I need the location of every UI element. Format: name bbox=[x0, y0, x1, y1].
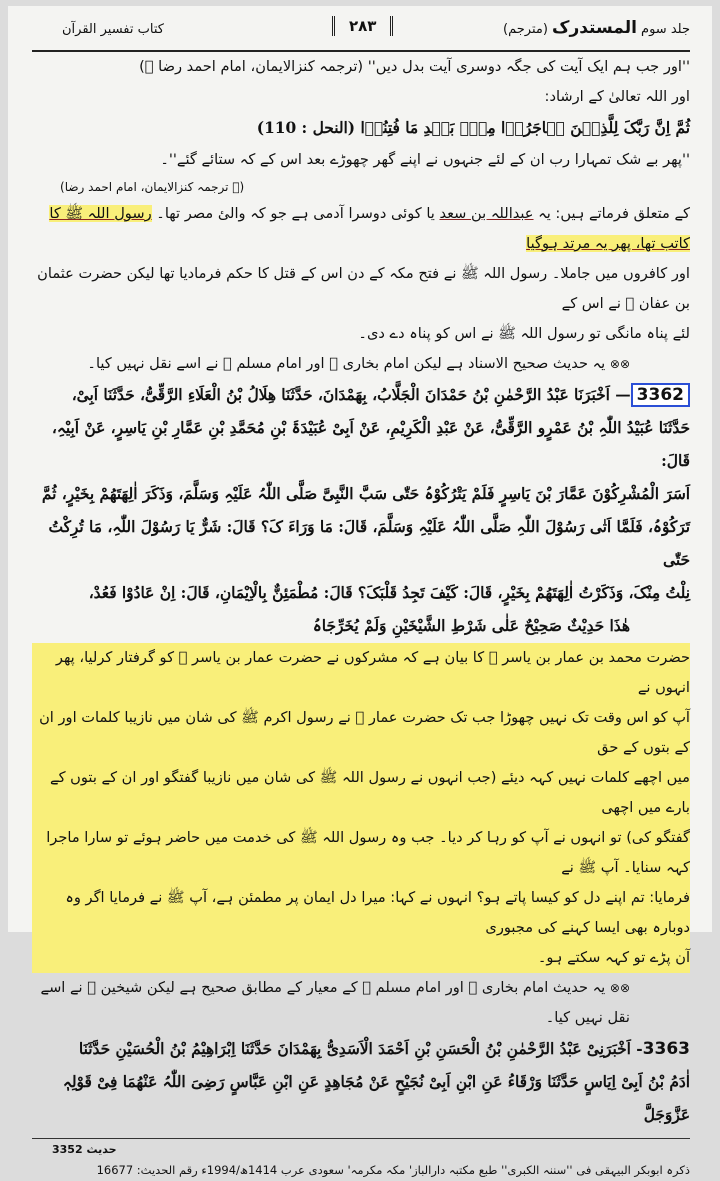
hadith-line: نِلْتُ مِنْکَ، وَذَکَرْتُ اٰلِھَتَھُمْ بِخَیْرٍ، قَالَ: کَیْفَ تَجِدُ قَلْبَکَ؟ قَالَ: مُطْمَئِنٌّ بِالْاِیْمَانِ، قَالَ: اِنْ عَادُوْا فَعُدْ، bbox=[88, 584, 690, 602]
verse-text: ثُمَّ اِنَّ رَبَّکَ لِلَّذِیۡنَ ہَاجَرُوۡا مِنۡۢ بَعۡدِ مَا فُتِنُوۡا bbox=[360, 119, 690, 137]
grading-line bbox=[32, 973, 690, 1033]
footnote-divider bbox=[32, 1138, 690, 1139]
ornament-icon: ⊗⊗ bbox=[609, 357, 630, 371]
footnote: ذکرہ ابوبکر البیہقی فی ''سننہ الکبری'' طبع مکتبہ دارالباز' مکہ مکرمہ' سعودی عرب 1414ھ/1994ء رقم الحدیث: 16677 bbox=[96, 1163, 690, 1177]
ornament-icon: ⊗⊗ bbox=[609, 981, 630, 995]
grading-line bbox=[32, 349, 690, 379]
page-header bbox=[32, 6, 690, 52]
page-body bbox=[32, 52, 690, 1181]
quran-verse bbox=[32, 112, 690, 145]
arabic-text: اَخْبَرَنِیْ عَبْدُ الرَّحْمٰنِ بْنُ الْحَسَنِ بْنِ اَحْمَدَ الْاَسَدِیُّ بِھَمْدَانَ حَدَّثَنَا اِبْرَاھِیْمُ بْنُ الْحُسَیْنِ حَدَّثَنَا bbox=[78, 1040, 631, 1058]
text-line bbox=[32, 199, 690, 259]
volume-title bbox=[503, 18, 690, 38]
highlighted-translation bbox=[32, 643, 690, 973]
hadith-number: 3363 bbox=[642, 1039, 690, 1059]
page-number: ۲۸۳ bbox=[332, 16, 393, 36]
grading-text: یہ حدیث امام بخاری ﷫ اور امام مسلم ﷫ کے معیار کے مطابق صحیح ہے لیکن شیخین ﷫ نے اسے نقل نہیں کیا۔ bbox=[40, 979, 630, 1026]
underlined-name: عبداللہ بن سعد bbox=[439, 205, 534, 222]
footnote-label: حدیث 3352 bbox=[52, 1143, 117, 1156]
hadith-line: حَدَّثَنَا عُبَیْدُ اللّٰہِ بْنُ عَمْرٍو الرَّقِّیُّ، عَنْ عَبْدِ الْکَرِیْمِ، عَنْ اَبِیْ عُبَیْدَۃَ بْنِ مُحَمَّدِ بْنِ عَمَّارِ بْنِ یَاسِرٍ، عَنْ اَبِیْہِ، قَالَ: bbox=[51, 419, 690, 470]
hadith-line: اٰدَمُ بْنُ اَبِیْ اِیَاسٍ حَدَّثَنَا وَرْقَاءُ عَنِ ابْنِ اَبِیْ نُجَیْحٍ عَنْ مُجَاھِدٍ عَنِ ابْنِ عَبَّاسٍ رَضِیَ اللّٰہُ عَنْھُمَا فِیْ قَوْلِہٖ عَزَّوَجَلَّ bbox=[62, 1073, 690, 1124]
text-line: ''پھر بے شک تمہارا رب ان کے لئے جنہوں نے اپنے گھر چھوڑے بعد اس کے کہ ستائے گئے''۔ bbox=[160, 151, 690, 168]
translation-line: میں اچھے کلمات نہیں کہہ دیئے (جب انہوں نے رسول اللہ ﷺ کی شان میں نازیبا گفتگو اور ان کے بتوں کے بارے میں اچھی bbox=[50, 769, 690, 816]
grading-text: یہ حدیث صحیح الاسناد ہے لیکن امام بخاری ﷫ اور امام مسلم ﷫ نے اسے نقل نہیں کیا۔ bbox=[87, 355, 606, 372]
arabic-text: اَخْبَرَنَا عَبْدُ الرَّحْمٰنِ بْنُ حَمْدَانَ الْجَلَّابُ، بِھَمْدَانَ، حَدَّثَنَا ھِلَالُ بْنُ الْعَلَاءِ الرَّقِّیُّ، حَدَّثَنَا اَبِیْ، bbox=[71, 386, 610, 404]
translation-line: آپ کو اس وقت تک نہیں چھوڑا جب تک حضرت عمار ﷜ نے رسول اکرم ﷺ کی شان میں نازیبا کلمات اور ان کے بتوں کے حق bbox=[39, 709, 690, 756]
text-line: ''اور جب ہم ایک آیت کی جگہ دوسری آیت بدل دیں'' (ترجمہ کنزالایمان، امام احمد رضا ﷫) bbox=[139, 58, 690, 75]
hadith-line: اَسَرَ الْمُشْرِکُوْنَ عَمَّارَ بْنَ یَاسِرٍ فَلَمْ یَتْرُکُوْہُ حَتّٰی سَبَّ النَّبِیَّ صَلَّی اللّٰہُ عَلَیْہِ وَسَلَّمَ، وَذَکَرَ اٰلِھَتَھُمْ بِخَیْرٍ، ثُمَّ bbox=[41, 485, 690, 503]
translation-line: آن پڑے تو کہہ سکتے ہو۔ bbox=[537, 949, 690, 966]
book-title: کتاب تفسیر القرآن bbox=[62, 22, 164, 37]
translation-credit: (ترجمہ کنزالایمان، امام احمد رضا ﷫) bbox=[60, 180, 245, 194]
hadith-number: 3362 bbox=[631, 383, 690, 407]
hadith-line: 3363- اَخْبَرَنِیْ عَبْدُ الرَّحْمٰنِ بْنُ الْحَسَنِ بْنِ اَحْمَدَ الْاَسَدِیُّ بِھَمْدَانَ حَدَّثَنَا اِبْرَاھِیْمُ بْنُ الْحُسَیْنِ حَدَّثَنَا bbox=[78, 1039, 690, 1059]
highlighted-text: رسول اللہ ﷺ کا کاتب تھا، پھر یہ مرتد ہوگیا bbox=[49, 205, 690, 252]
text-part: کے متعلق فرماتے ہیں: یہ bbox=[538, 205, 690, 222]
volume-sub: (مترجم) جلد سوم bbox=[503, 22, 690, 37]
text-line: اور اللہ تعالیٰ کے ارشاد: bbox=[544, 88, 690, 105]
translation-line: گفتگو کی) تو انہوں نے آپ کو رہا کر دیا۔ جب وہ رسول اللہ ﷺ کی خدمت میں حاضر ہوئے تو سارا ماجرا کہہ سنایا۔ آپ ﷺ نے bbox=[46, 829, 690, 876]
verse-reference: (النحل : 110) bbox=[256, 119, 356, 137]
page bbox=[8, 6, 712, 1177]
text-line: اور کافروں میں جاملا۔ رسول اللہ ﷺ نے فتح مکہ کے دن اس کے قتل کا حکم فرمادیا تھا لیکن حضرت عثمان بن عفان ﷜ نے اس کے bbox=[37, 265, 690, 312]
translation-line: فرمایا: تم اپنے دل کو کیسا پاتے ہو؟ انہوں نے کہا: میرا دل ایمان پر مطمئن ہے، آپ ﷺ نے فرمایا اگر وہ دوبارہ بھی ایسا کہنے کی مجبوری bbox=[65, 889, 690, 936]
hadith-line: 3362— اَخْبَرَنَا عَبْدُ الرَّحْمٰنِ بْنُ حَمْدَانَ الْجَلَّابُ، بِھَمْدَانَ، حَدَّثَنَا ھِلَالُ بْنُ الْعَلَاءِ الرَّقِّیُّ، حَدَّثَنَا اَبِیْ، bbox=[32, 379, 690, 412]
translation-line: حضرت محمد بن عمار بن یاسر ﷜ کا بیان ہے کہ مشرکوں نے حضرت عمار بن یاسر ﷜ کو گرفتار کرلیا، پھر انہوں نے bbox=[55, 649, 690, 696]
hadith-line: ھٰذَا حَدِیْثٌ صَحِیْحٌ عَلٰی شَرْطِ الشَّیْخَیْنِ وَلَمْ یُخَرِّجَاہُ bbox=[312, 617, 630, 635]
text-line: لئے پناہ مانگی تو رسول اللہ ﷺ نے اس کو پناہ دے دی۔ bbox=[358, 325, 690, 342]
hadith-line: تَرَکُوْہُ، فَلَمَّا اَتٰی رَسُوْلَ اللّٰہِ صَلَّی اللّٰہُ عَلَیْہِ وَسَلَّمَ، قَالَ: مَا وَرَاءَ کَ؟ قَالَ: شَرٌّ یَا رَسُوْلَ اللّٰہِ، مَا تُرِکْتُ حَتّٰی bbox=[48, 518, 690, 569]
volume-name: المستدرک bbox=[552, 18, 637, 38]
text-part: یا کوئی دوسرا آدمی ہے جو کہ والیٔ مصر تھا۔ bbox=[156, 205, 435, 222]
